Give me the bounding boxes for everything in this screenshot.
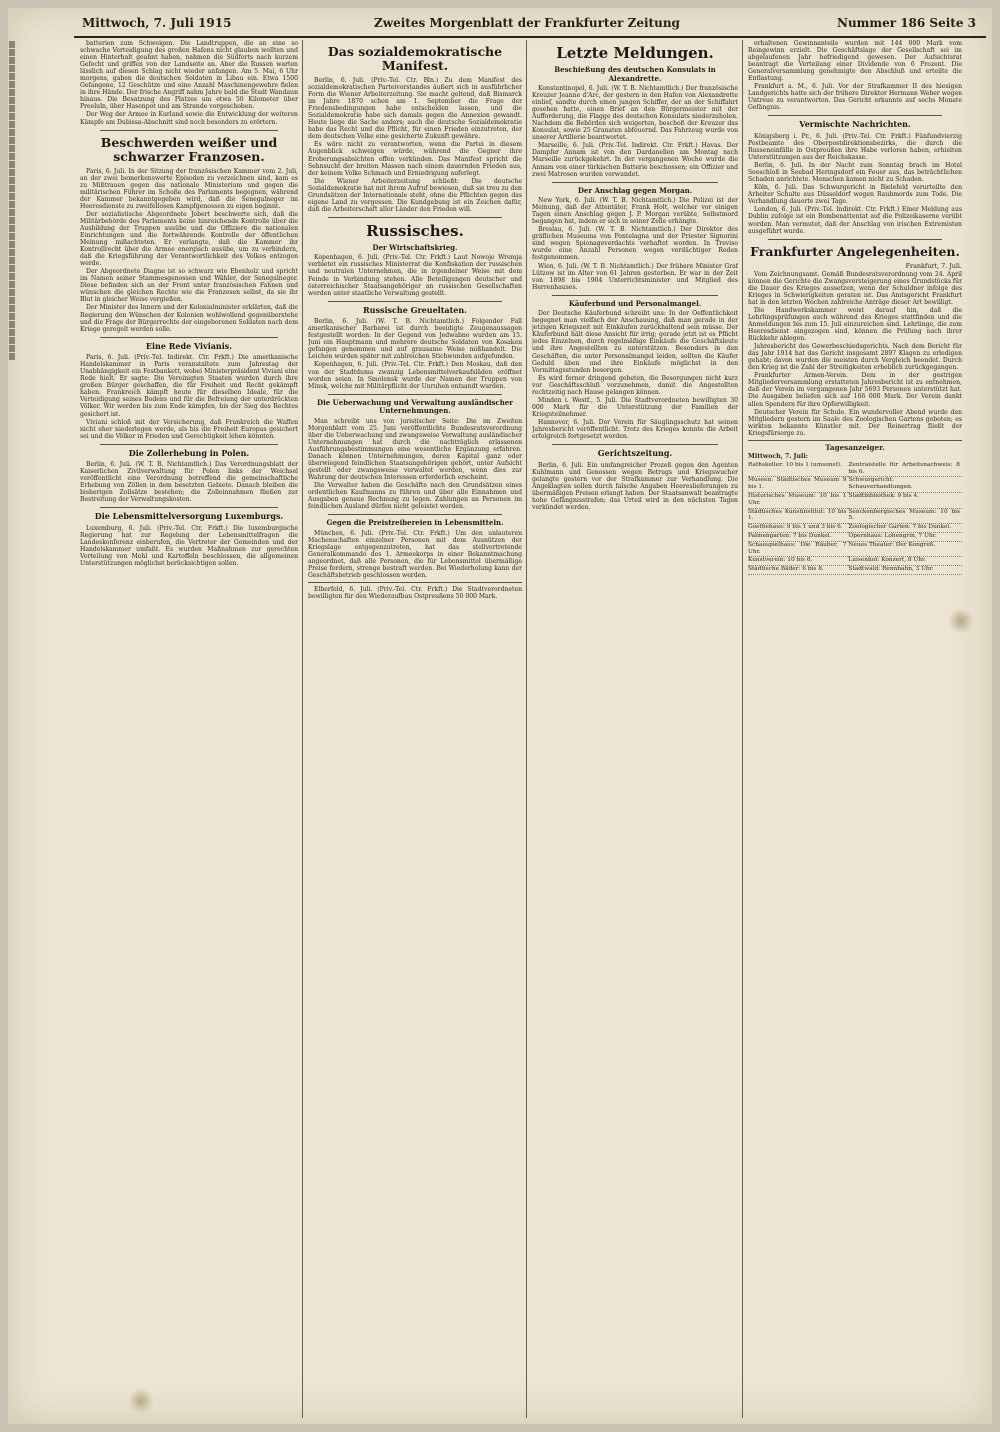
column-2 bbox=[308, 40, 522, 1420]
listing-row bbox=[748, 508, 962, 524]
article-text: Deutscher Verein für Schule. Ein wundervoller Abend wurde den Mitgliedern gestern im Saale des Zoologischen Gartens geboten; es wirkten bekannte Künstler mit. Der Reinertrag fließt der Kriegsfürsorge zu. bbox=[748, 408, 962, 437]
article-text: London, 6. Juli. (Priv.-Tel. Indirekt. Ctr. Frkft.) Einer Meldung aus Dublin zufolge ist ein Bombenattentat auf die Polizeikaserne verübt worden. Man vermutet, daß der Anschlag von irischen Extremisten ausgeführt wurde. bbox=[748, 206, 962, 235]
listing-cell: Luisenhof: Konzert, 8 Uhr. bbox=[848, 557, 962, 566]
article-subheadline: Beschießung des deutschen Konsulats in Alexandrette. bbox=[554, 65, 716, 83]
article-text: Marseille, 6. Juli. (Priv.-Tel. Indirekt. Ctr. Frkft.) Havas. Der Dampfer Annam ist von den Dardanellen am Montag nach Marseille zurückgekehrt. In der vergangenen Woche wurde die Annam von einer türkischen Batterie beschossen; ein Offizier und zwei Matrosen wurden verwundet. bbox=[532, 142, 738, 178]
article-text: Kopenhagen, 6. Juli. (Priv.-Tel. Ctr. Frkft.) Den Moskau, daß den von der Stadtduma zwanzig Lebensmittelverkaufsläden eröffnet worden seien. In Smolensk wurde der Namen der Truppen von Minsk, welche mit Militärpflicht der Unruhen entsandt wurden. bbox=[308, 361, 522, 390]
article-text: Der Weg der Armee in Kurland sowie die Entwicklung der weiteren Kämpfe am Dubissa-Abschnitt sind noch besonders zu erörtern. bbox=[80, 111, 298, 126]
article-text: Jahresbericht des Gewerbeschiedsgerichts. Nach dem Bericht für das Jahr 1914 hat das Gericht insgesamt 2897 Klagen zu erledigen gehabt; davon wurden die meisten durch Vergleich beendet. Durch den Krieg ist die Zahl der Streitigkeiten erheblich zurückgegangen. bbox=[748, 343, 962, 372]
listing-cell: Kunstverein: 10 bis 6. bbox=[748, 557, 848, 566]
article-headline: Eine Rede Vivianis. bbox=[145, 340, 233, 351]
article-text: Berlin, 6. Juli. Ein umfangreicher Prozeß gegen den Agenten Kuhlmann und Genossen wegen Betrugs und Kriegswucher gelangte gestern vor der Strafkammer zur Verhandlung. Die Angeklagten sollen durch falsche Angaben Heereslieferungen zu übermäßigen Preisen erlangt haben. Der Staatsanwalt beantragte hohe Gefängnisstrafen; das Urteil wird in den nächsten Tagen verkündet werden. bbox=[532, 461, 738, 511]
listing-row bbox=[748, 462, 962, 477]
listing-cell: Schwurgericht: Schauverhandlungen. bbox=[848, 477, 962, 493]
column-rule bbox=[526, 40, 527, 1418]
article-text: Berlin, 6. Juli. (W. T. B. Nichtamtlich.) Das Verordnungsblatt der Kaiserlichen Zivilverwaltung für Polen links der Weichsel veröffentlicht eine Verordnung betreffend die gemeinschaftliche Erhebung von Zöllen in dem besetzten Gebiete. Danach bleiben die bisherigen Zollsätze bestehen; die Zolleinnahmen fließen zur Bestreitung der Verwaltungskosten. bbox=[80, 461, 298, 504]
article-text: Kopenhagen, 6. Juli. (Priv.-Tel. Ctr. Frkft.) Laut Nowoje Wremja verbietet ein russisches Ministerrat die Konfiskation der russischen und neutralen Unternehmen, die in irgendeiner Weise mit dem Feinde in Verbindung stehen. Alle Beteiligungen deutscher und österreichischer Staatsangehöriger an russischen Gesellschaften werden unter staatliche Verwaltung gestellt. bbox=[308, 254, 522, 297]
listing-cell: Neues Theater: Der Kongreß. bbox=[848, 541, 962, 557]
article-text: Der Deutsche Käuferbund schreibt uns: In der Oeffentlichkeit begegnet man vielfach der Anschauung, daß man gerade in der jetzigen Kriegszeit mit Einkäufen zurückhaltend sein müsse. Der Käuferbund hält diese Ansicht für irrig; gerade jetzt ist es Pflicht jedes Einzelnen, durch regelmäßige Einkäufe die Geschäftsleute und ihre Angestellten zu unterstützen. Besonders in den Geschäften, die unter Personalmangel leiden, sollten die Käufer Geduld üben und ihre Einkäufe möglichst in den Vormittagsstunden besorgen. bbox=[532, 310, 738, 374]
article-text: Elberfeld, 6. Juli. (Priv.-Tel. Ctr. Frkft.) Die Stadtverordneten bewilligten für den Wiederaufbau Ostpreußens 50 000 Mark. bbox=[308, 586, 522, 601]
article-headline: Beschwerden weißer und schwarzer Franzosen. bbox=[100, 134, 278, 164]
article-text: erhaltenen Gewinnanteile wurden mit 144 000 Mark vom Reingewinn erzielt. Die Geschäftslage der Gesellschaft sei im abgelaufenen Jahr befriedigend gewesen. Der Aufsichtsrat beantragt die Verteilung einer Dividende von 6 Prozent. Die Generalversammlung genehmigte den Abschluß und erteilte die Entlastung. bbox=[748, 40, 962, 83]
issue-date: Mittwoch, 7. Juli 1915 bbox=[82, 16, 232, 30]
listing-row bbox=[748, 541, 962, 557]
listing-cell: Senckenbergisches Museum: 10 bis 5. bbox=[848, 508, 962, 524]
section-headline: Gerichtszeitung. bbox=[597, 448, 673, 459]
article-headline: Die Ueberwachung und Verwaltung ausländischer Unternehmungen. bbox=[317, 397, 513, 416]
listing-cell: Stadtwald: Rennbahn, 3 Uhr. bbox=[848, 566, 962, 575]
newspaper-page bbox=[8, 8, 992, 1424]
article-text: Paris, 6. Juli. (Priv.-Tel. Indirekt. Ctr. Frkft.) Die amerikanische Handelskammer in Paris veranstaltete zum Jahrestag der Unabhängigkeit ein Festbankett, wobei Ministerpräsident Viviani eine Rede hielt. Er sagte: Die Vereinigten Staaten wurden durch ihre großen Bürger geschaffen, die für Freiheit und Recht gekämpft haben. Frankreich kämpft heute für dieselben Ideale, für die Verteidigung seines Bodens und für die Befreiung der unterdrückten Völker. Wir werden bis zum Ende kämpfen, bis der Sieg des Rechtes gesichert ist. bbox=[80, 354, 298, 418]
listing-row bbox=[748, 524, 962, 533]
article-subheadline: Der Wirtschaftskrieg. bbox=[372, 242, 458, 252]
section-headline: Russisches. bbox=[366, 221, 464, 240]
article-text: Köln, 6. Juli. Das Schwurgericht in Bielefeld verurteilte den Arbeiter Schulte aus Düsseldorf wegen Raubmords zum Tode. Die Verhandlung dauerte zwei Tage. bbox=[748, 184, 962, 206]
listing-title: Tagesanzeiger. bbox=[825, 442, 885, 452]
section-headline: Frankfurter Angelegenheiten. bbox=[750, 243, 960, 259]
article-text: Minden i. Westf., 5. Juli. Die Stadtverordneten bewilligten 30 000 Mark für die Unterstützung der Familien der Kriegsteilnehmer. bbox=[532, 396, 738, 418]
paper-stain bbox=[948, 608, 974, 634]
column-rule bbox=[302, 40, 303, 1418]
listing-cell: Historisches Museum: 10 bis 1 Uhr. bbox=[748, 493, 848, 509]
article-text: New York, 6. Juli. (W. T. B. Nichtamtlich.) Die Polizei ist der Meinung, daß der Attentäter, Frank Holt, welcher vor einigen Tagen einen Anschlag gegen J. P. Morgan verübte, Selbstmord begangen hat, indem er sich in seiner Zelle erhängte. bbox=[532, 197, 738, 226]
column-3 bbox=[532, 40, 738, 1420]
article-text: Es wäre nicht zu verantworten, wenn die Partei in diesem Augenblick schweigen würde, während die Gegner ihre Eroberungsabsichten offen verkünden. Das Manifest spricht die Sehnsucht der breiten Massen nach einem dauernden Frieden aus, der keinem Volke Schmach und Erniedrigung auferlegt. bbox=[308, 141, 522, 177]
listing-cell: Zoologischer Garten: 7 bis Dunkel. bbox=[848, 524, 962, 533]
article-text: Es wird ferner dringend gebeten, die Besorgungen nicht kurz vor Geschäftsschluß vorzunehmen, damit die Angestellten rechtzeitig nach Hause gelangen können. bbox=[532, 374, 738, 396]
listing-cell: Rathskeller: 10 bis 1 (umsonst). bbox=[748, 462, 848, 477]
article-text: Berlin, 6. Juli. In der Nacht zum Sonntag brach im Hotel Seeschloß in Seebad Heringsdorf ein Feuer aus, das beträchtlichen Schaden anrichtete. Menschen kamen nicht zu Schaden. bbox=[748, 162, 962, 184]
article-text: Der Abgeordnete Diagne ist so schwarz wie Ebenholz und spricht im Namen seiner Stammesgenossen und Wähler, der Senegalneger. Diese befinden sich an der Front unter französischen Fahnen und wünschen die gleichen Rechte wie die Franzosen selbst, da sie ihr Blut in gleicher Weise vergießen. bbox=[80, 268, 298, 304]
listing-cell: Opernhaus: Lohengrin, 7 Uhr. bbox=[848, 533, 962, 542]
listing-table bbox=[748, 462, 962, 575]
article-text: Vom Zeichnungsamt. Gemäß Bundesratsverordnung vom 24. April können die Gerichte die Zwangsversteigerung eines Grundstücks für die Dauer des Krieges aussetzen, wenn der Schuldner infolge des Krieges in Schwierigkeiten geraten ist. Das Amtsgericht Frankfurt hat in den letzten Wochen zahlreiche Anträge dieser Art bewilligt. bbox=[748, 270, 962, 306]
column-rule bbox=[742, 40, 743, 1418]
section-headline: Letzte Meldungen. bbox=[556, 44, 714, 62]
article-text: Königsberg i. Pr., 6. Juli. (Priv.-Tel. Ctr. Frkft.) Fünfundvierzig Postbeamte des Oberpostdirektionsbezirks, die durch die Russeneinfälle in Ostpreußen ihre Habe verloren haben, erhielten Unterstützungen aus der Reichskasse. bbox=[748, 132, 962, 162]
listing-cell: Goethehaus: 9 bis 1 und 3 bis 6. bbox=[748, 524, 848, 533]
listing-row bbox=[748, 566, 962, 575]
article-text: Breslau, 6. Juli. (W. T. B. Nichtamtlich.) Der Direktor des gräflichen Museums von Pontelagna und der Priester Signorini sind wegen Spionageverdachts verhaftet worden. In Treviso wurde eine Anzahl Personen wegen verdächtiger Reden festgenommen. bbox=[532, 226, 738, 262]
listing-row bbox=[748, 493, 962, 509]
article-headline: Russische Greueltaten. bbox=[363, 304, 467, 315]
article-text: Luxemburg, 6. Juli. (Priv.-Tel. Ctr. Frkft.) Die luxemburgische Regierung hat zur Regelung der Lebensmittelfragen die Landeskonferenz einberufen, die Vertreter der Gemeinden und der Handelskammer umfaßt. Es wurden Maßnahmen zur gerechten Verteilung von Mehl und Kartoffeln beschlossen, die allgemeinen Unterstützungen möglichst berücksichtigen sollen. bbox=[80, 524, 298, 568]
article-headline: Käuferbund und Personalmangel. bbox=[568, 298, 702, 308]
article-text: Der sozialistische Abgeordnete Jobert beschwerte sich, daß die Militärbehörde des Parlaments keine hinreichende Kontrolle über die Ausbildung der Truppen ausübe und die Offiziere die nationalen Einrichtungen und die fortwährende Kontrolle der öffentlichen Meinung mißachteten. Er verlangte, daß die Kammer ihr Kontrollrecht über die Armee energisch ausübe, um zu verhindern, daß die Kriegsführung der Verantwortlichkeit des Volkes entzogen werde. bbox=[80, 210, 298, 268]
listing-row bbox=[748, 477, 962, 493]
issue-number: Nummer 186 Seite 3 bbox=[836, 16, 976, 30]
listing-row bbox=[748, 557, 962, 566]
article-text: Frankfurt a. M., 6. Juli. Vor der Strafkammer II des hiesigen Landgerichts hatte sich der frühere Direktor Hermann Weber wegen Untreue zu verantworten. Das Gericht erkannte auf sechs Monate Gefängnis. bbox=[748, 83, 962, 112]
article-text: Frankfurter Armen-Verein. Dem in der gestrigen Mitgliederversammlung erstatteten Jahresbericht ist zu entnehmen, daß der Verein im vergangenen Jahr 5693 Personen unterstützt hat. Die Ausgaben beliefen sich auf 166 000 Mark. Der Verein dankt allen Spendern für ihre Opferwilligkeit. bbox=[748, 372, 962, 408]
column-4 bbox=[748, 40, 962, 1420]
edge-strip bbox=[8, 40, 16, 1414]
article-text: Der Minister des Innern und der Kolonialminister erklärten, daß die Regierung den Wünschen der Kolonien wohlwollend gegenüberstehe und die Frage der Bürgerrechte der eingeborenen Soldaten nach dem Kriege geregelt werden solle. bbox=[80, 304, 298, 333]
section-headline: Vermischte Nachrichten. bbox=[799, 119, 911, 130]
column-1 bbox=[80, 40, 298, 1420]
listing-cell: Stadtbibliothek: 9 bis 4. bbox=[848, 493, 962, 509]
masthead bbox=[74, 10, 986, 38]
article-text: Viviani schloß mit der Versicherung, daß Frankreich die Waffen nicht eher niederlegen werde, als bis die Freiheit Europas gesichert sei und die Völker in Frieden und Gerechtigkeit leben könnten. bbox=[80, 418, 298, 440]
listing-date: Mittwoch, 7. Juli: bbox=[748, 452, 808, 460]
article-text: Berlin, 6. Juli. (Priv.-Tel. Ctr. Bln.) Zu dem Manifest des sozialdemokratischen Parteivorstandes äußert sich in ausführlicher Form die Wiener Arbeiterzeitung. Sie macht geltend, daß Bismarck im Jahre 1870 schon am 1. September die Frage der Friedensbedingungen habe entscheiden lassen, und die Sozialdemokratie habe sich damals gegen die Annexion gewandt. Heute liege die Sache anders; auch die deutsche Sozialdemokratie habe das Recht und die Pflicht, für einen Frieden einzutreten, der dem deutschen Volke eine gesicherte Zukunft gewähre. bbox=[308, 77, 522, 141]
article-text: Wien, 6. Juli. (W. T. B. Nichtamtlich.) Der frühere Minister Graf Lützow ist im Alter von 61 Jahren gestorben. Er war in der Zeit von 1898 bis 1904 Unterrichtsminister und Mitglied des Herrenhauses. bbox=[532, 262, 738, 291]
article-text: batterien zum Schweigen. Die Landtruppen, die an eine so schwache Verteidigung des großen Hafens nicht glauben wollten und einen Hinterhalt geahnt haben, nahmen die Südforts nach kurzem Gefecht und griffen von der Landseite an. Aber die Russen warten lässlich auf diesen Schlag nicht wieder anfangen. Am 5. Mai, 6 Uhr morgens, gaben die deutschen Soldaten in Libau ein. Etwa 1500 Gefangene, 12 Geschütze und eine Anzahl Maschinengewehre fielen in ihre Hände. Der frische Angriff nahm Jahre bald die Stadt Wandaun hinaus. Die Besatzung des Platzes um etwa 50 Kilometer über Preeluln, über Hasenpot und am Strande vorgeschoben. bbox=[80, 40, 298, 111]
paper-stain bbox=[128, 1388, 154, 1414]
listing-cell: Städtische Bäder: 6 bis 8. bbox=[748, 566, 848, 575]
article-text: Paris, 6. Juli. In der Sitzung der französischen Kammer vom 2. Juli, an der zwei bemerkenswerte Episoden zu verzeichnen sind, kam es zu Mißtrauen gegen das nationale Ministerium und gegen die militärischen Führer im Schoße des Parlaments begegnen, während der Kammer bekanntgegeben wird, daß die Senegalneger im Heeresdienste zu zweifellosen Kampfgenossen zu eigen beginnt. bbox=[80, 167, 298, 210]
article-text: Man schreibt uns von juristischer Seite: Die im Zweiten Morgenblatt vom 25. Juni veröffentlichte Bundesratsverordnung über die Ueberwachung und zwangsweise Verwaltung ausländischer Unternehmungen hat durch die nachträglich erlassenen Ausführungsbestimmungen eine wesentliche Ergänzung erfahren. Danach können Unternehmungen, deren Kapital ganz oder überwiegend feindlichen Staatsangehörigen gehört, unter Aufsicht gestellt oder zwangsweise verwaltet werden, wenn dies zur Wahrung der deutschen Interessen erforderlich erscheint. bbox=[308, 417, 522, 482]
article-headline: Gegen die Preistreibereien in Lebensmitteln. bbox=[326, 518, 504, 528]
dateline: Frankfurt, 7. Juli. bbox=[905, 261, 962, 270]
listing-cell: Schauspielhaus: Die Räuber, 7 Uhr. bbox=[748, 541, 848, 557]
article-headline: Der Anschlag gegen Morgan. bbox=[577, 185, 693, 195]
article-headline: Die Zollerhebung in Polen. bbox=[128, 447, 250, 458]
listing-cell: Städtisches Kunstinstitut: 10 bis 1. bbox=[748, 508, 848, 524]
article-text: Hannover, 6. Juli. Der Verein für Säuglingsschutz hat seinen Jahresbericht veröffentlicht. Trotz des Krieges konnte die Arbeit erfolgreich fortgesetzt werden. bbox=[532, 418, 738, 441]
listing-cell: Zentralstelle für Arbeitsnachweis: 8 bis 6. bbox=[848, 462, 962, 477]
article-text: Die Wiener Arbeiterzeitung schließt: Die deutsche Sozialdemokratie hat mit ihrem Aufruf bewiesen, daß sie treu zu den Grundsätzen der Internationale steht, ohne die Pflichten gegen das eigene Land zu vergessen. Die Kundgebung ist ein Zeichen dafür, daß die Arbeiterschaft aller Länder den Frieden will. bbox=[308, 177, 522, 213]
article-text: Die Verwalter haben die Geschäfte nach den Grundsätzen eines ordentlichen Kaufmanns zu führen und über alle Einnahmen und Ausgaben genaue Rechnung zu legen. Zahlungen an Personen im feindlichen Ausland dürfen nicht geleistet werden. bbox=[308, 482, 522, 511]
article-text: Berlin, 6. Juli. (W. T. B. Nichtamtlich.) Folgender Fall amerikanischer Barbarei ist durch beeidigte Zeugenaussagen festgestellt worden: In der Gegend von Jedwabne wurden am 15. Juni ein Hauptmann und mehrere deutsche Soldaten von Kosaken gefangen genommen und auf grausame Weise mißhandelt. Die Leichen wurden später mit zahlreichen Stichwunden aufgefunden. bbox=[308, 318, 522, 361]
paper-title: Zweites Morgenblatt der Frankfurter Zeitung bbox=[374, 16, 680, 30]
listing-cell: Museen: Städtisches Museum 9 bis 1. bbox=[748, 477, 848, 493]
article-headline: Das sozialdemokratische Manifest. bbox=[327, 44, 503, 73]
article-text: Konstantinopel, 6. Juli. (W. T. B. Nichtamtlich.) Der französische Kreuzer Jeanne d'Arc, der gestern in den Hafen von Alexandrette einlief, sandte durch einen jungen Schiffer, der an der Schiffahrt gesehen hatte, einen Brief an den Bürgermeister mit der Aufforderung, die Flagge des deutschen Konsulats niederzuholen. Nachdem die Behörden sich weigerten, beschoß der Kreuzer das Konsulat, sowie 25 Granaten abfeuernd. Das Fahrzeug wurde von unserer Artillerie beantwortet. bbox=[532, 85, 738, 142]
article-text: Die Handwerkskammer weist darauf hin, daß die Lehrlingsprüfungen auch während des Krieges stattfinden und die Anmeldungen bis zum 15. Juli einzureichen sind. Lehrlinge, die zum Heeresdienst eingezogen sind, können die Prüfung nach ihrer Rückkehr ablegen. bbox=[748, 306, 962, 343]
listing-row bbox=[748, 533, 962, 542]
article-text: München, 6. Juli. (Priv.-Tel. Ctr. Frkft.) Um den unlauteren Machenschaften einzelner Personen mit dem Ausnützen der Kriegslage entgegenzutreten, hat das stellvertretende Generalkommando des 1. Armeekorps in einer Bekanntmachung angeordnet, daß alle Personen, die für Lebensmittel übermäßige Preise fordern, strenge bestraft werden. Bei Wiederholung kann der Geschäftsbetrieb geschlossen werden. bbox=[308, 529, 522, 580]
article-headline: Die Lebensmittelversorgung Luxemburgs. bbox=[94, 511, 284, 522]
listing-cell: Palmengarten: 7 bis Dunkel. bbox=[748, 533, 848, 542]
